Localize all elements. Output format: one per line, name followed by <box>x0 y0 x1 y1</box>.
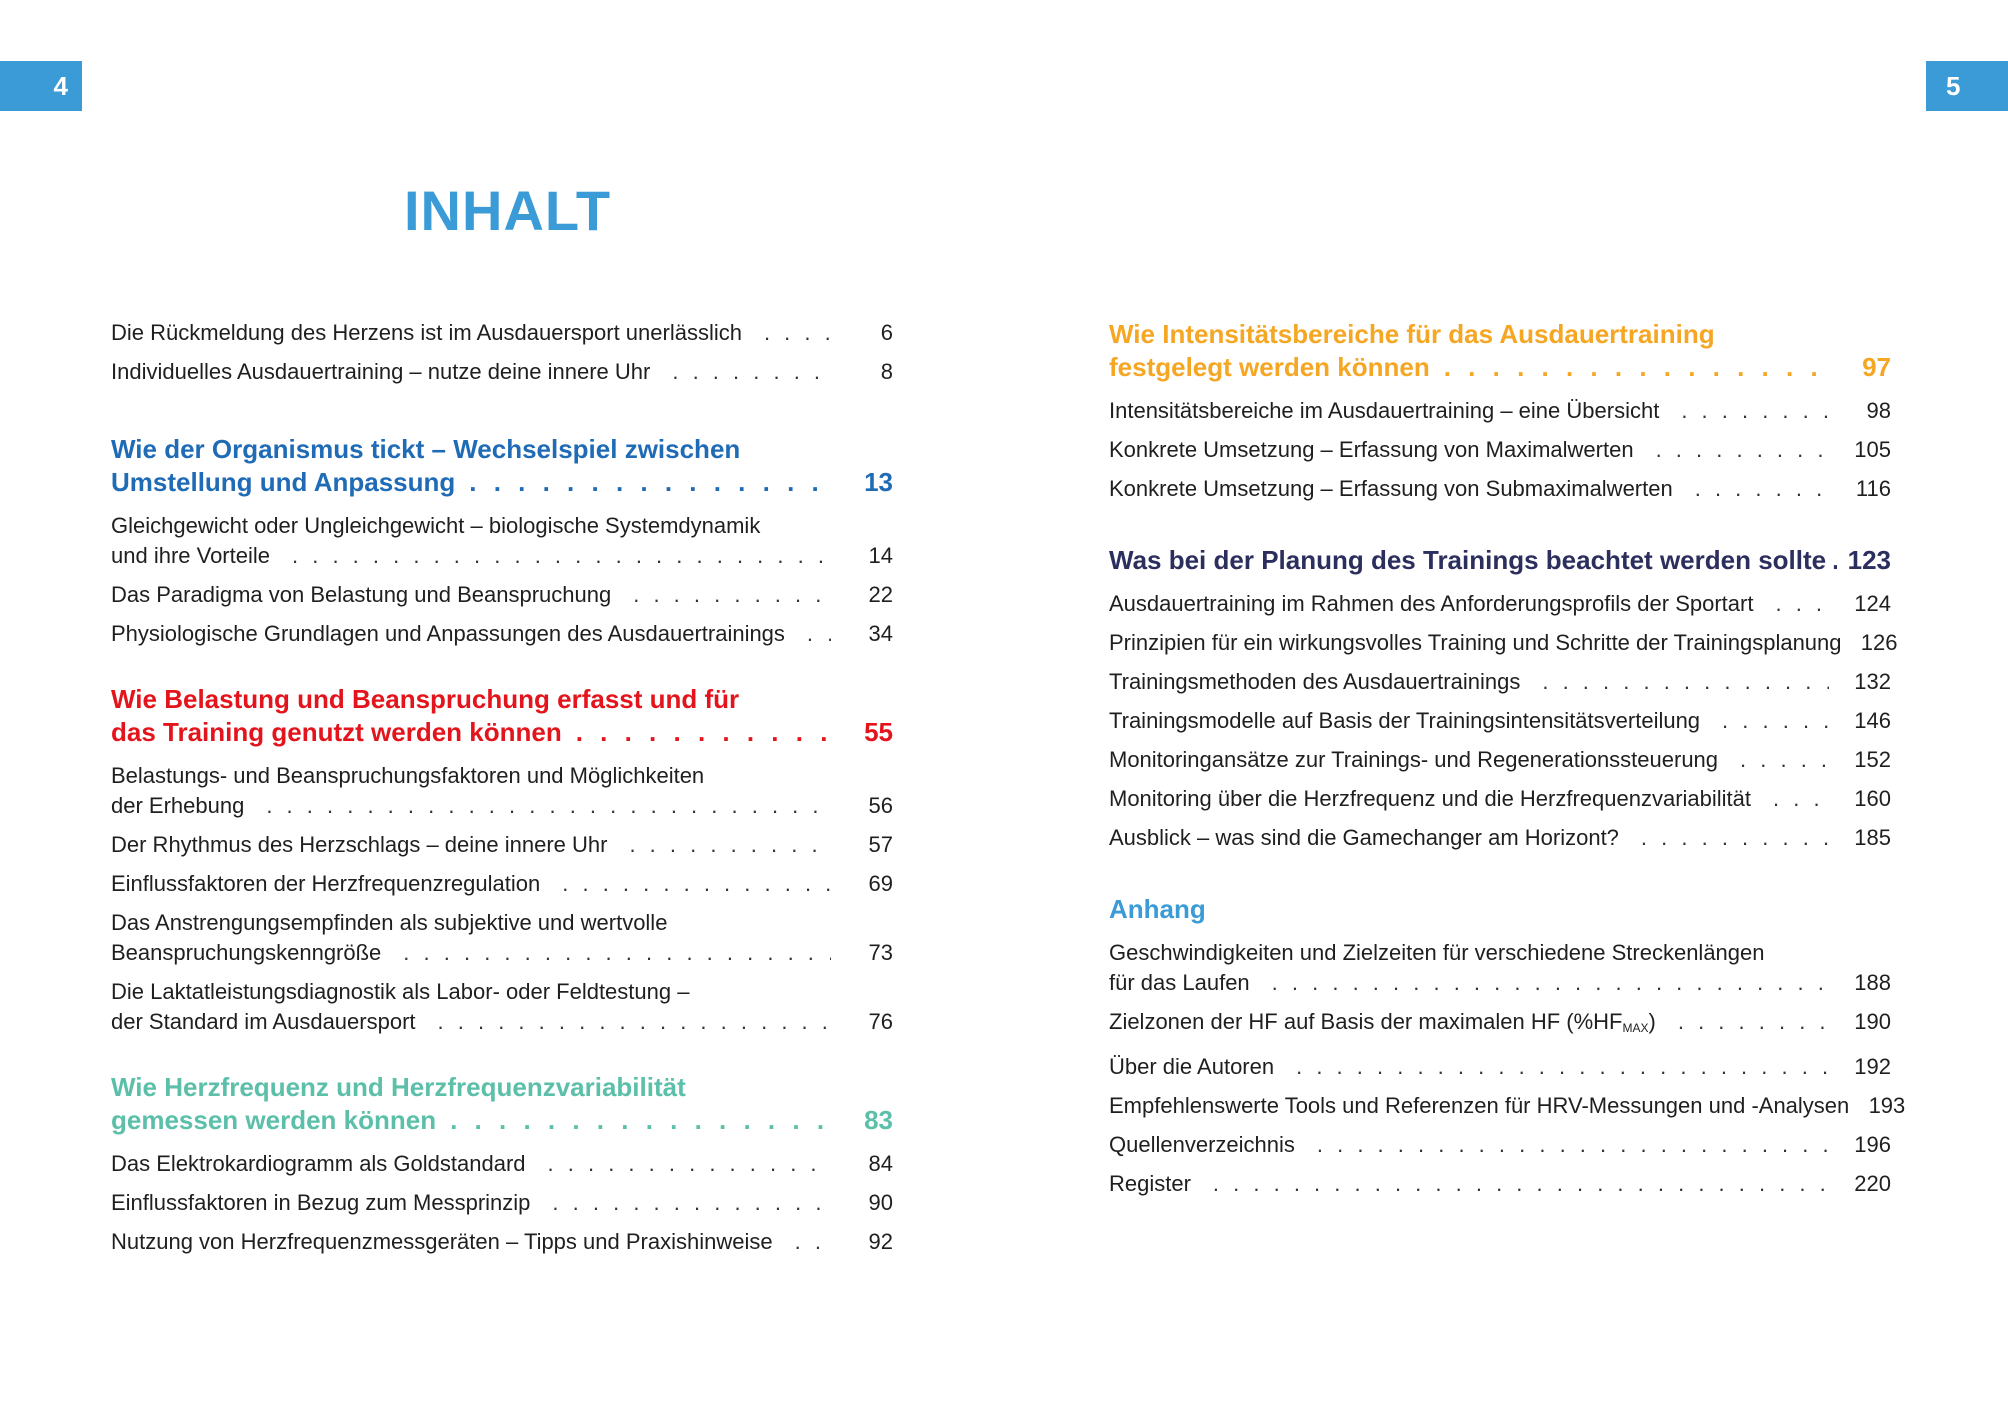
toc-entry[interactable]: Monitoringansätze zur Trainings- und Regenerationssteuerung . . . 152 <box>1109 745 1891 775</box>
toc-entry[interactable]: Quellenverzeichnis . . . 196 <box>1109 1130 1891 1160</box>
toc-entry[interactable]: Das Anstrengungsempfinden als subjektive und wertvolle Beanspruchungskenngröße . . . 73 <box>111 908 893 968</box>
section-heading[interactable]: Anhang <box>1109 894 1206 924</box>
toc-entry[interactable]: Über die Autoren . . . 192 <box>1109 1052 1891 1082</box>
section-heading[interactable]: Wie Intensitätsbereiche für das Ausdauertraining festgelegt werden können . . . 97 <box>1109 318 1891 384</box>
page-number-right: 5 <box>1926 61 2008 111</box>
toc-entry[interactable]: Prinzipien für ein wirkungsvolles Training und Schritte der Trainingsplanung 126 <box>1109 630 1898 655</box>
toc-entry[interactable]: Konkrete Umsetzung – Erfassung von Maximalwerten . . . 105 <box>1109 435 1891 465</box>
toc-right-column <box>1109 318 1906 1233</box>
section-heading[interactable]: Was bei der Planung des Trainings beachtet werden sollte . . . 123 <box>1109 544 1891 577</box>
toc-entry[interactable]: Einflussfaktoren der Herzfrequenzregulation . . . 69 <box>111 869 893 899</box>
toc-entry[interactable]: Gleichgewicht oder Ungleichgewicht – biologische Systemdynamik und ihre Vorteile . . . 14 <box>111 511 893 571</box>
toc-entry[interactable]: Ausdauertraining im Rahmen des Anforderungsprofils der Sportart . . . 124 <box>1109 589 1891 619</box>
toc-entry[interactable]: Trainingsmodelle auf Basis der Trainingsintensitätsverteilung . . . 146 <box>1109 706 1891 736</box>
toc-entry[interactable]: Intensitätsbereiche im Ausdauertraining – eine Übersicht . . . 98 <box>1109 396 1891 426</box>
toc-entry[interactable]: Register . . . 220 <box>1109 1169 1891 1199</box>
toc-entry[interactable]: Geschwindigkeiten und Zielzeiten für verschiedene Streckenlängen für das Laufen . . . 188 <box>1109 938 1891 998</box>
toc-entry[interactable]: Konkrete Umsetzung – Erfassung von Submaximalwerten . . . 116 <box>1109 474 1891 504</box>
toc-entry[interactable]: Das Elektrokardiogramm als Goldstandard . . . 84 <box>111 1149 893 1179</box>
toc-entry[interactable]: Die Rückmeldung des Herzens ist im Ausdauersport unerlässlich . . . 6 <box>111 318 893 348</box>
toc-intro-group <box>111 318 893 387</box>
toc-section-intensitaet <box>1109 318 1891 504</box>
toc-entry[interactable]: Physiologische Grundlagen und Anpassungen des Ausdauertrainings . . . 34 <box>111 619 893 649</box>
section-heading[interactable]: Wie Belastung und Beanspruchung erfasst und für das Training genutzt werden können . . . 55 <box>111 683 893 749</box>
toc-section-herzfrequenz <box>111 1071 893 1257</box>
toc-entry[interactable]: Zielzonen der HF auf Basis der maximalen HF $(\%HF_{MAX})$ . . . 190 <box>1109 1007 1891 1043</box>
toc-section-belastung <box>111 683 893 1037</box>
toc-section-organismus <box>111 433 893 649</box>
toc-entry[interactable]: Nutzung von Herzfrequenzmessgeräten – Tipps und Praxishinweise . . . 92 <box>111 1227 893 1257</box>
toc-entry[interactable]: Trainingsmethoden des Ausdauertrainings . . . 132 <box>1109 667 1891 697</box>
toc-entry[interactable]: Einflussfaktoren in Bezug zum Messprinzip . . . 90 <box>111 1188 893 1218</box>
toc-entry[interactable]: Monitoring über die Herzfrequenz und die Herzfrequenzvariabilität . . . 160 <box>1109 784 1891 814</box>
toc-entry[interactable]: Ausblick – was sind die Gamechanger am Horizont? . . . 185 <box>1109 823 1891 853</box>
toc-section-planung <box>1109 544 1898 853</box>
page-number-left: 4 <box>0 61 82 111</box>
toc-entry[interactable]: Die Laktatleistungsdiagnostik als Labor- oder Feldtestung – der Standard im Ausdauersport . . . 76 <box>111 977 893 1037</box>
page-title: INHALT <box>404 179 612 242</box>
toc-entry[interactable]: Der Rhythmus des Herzschlags – deine innere Uhr . . . 57 <box>111 830 893 860</box>
toc-entry[interactable]: Empfehlenswerte Tools und Referenzen für HRV-Messungen und -Analysen 193 <box>1109 1093 1906 1118</box>
toc-section-anhang <box>1109 893 1906 1199</box>
section-heading[interactable]: Wie Herzfrequenz und Herzfrequenzvariabilität gemessen werden können . . . 83 <box>111 1071 893 1137</box>
toc-left-column <box>111 318 893 1291</box>
toc-entry[interactable]: Belastungs- und Beanspruchungsfaktoren und Möglichkeiten der Erhebung . . . 56 <box>111 761 893 821</box>
toc-entry[interactable]: Individuelles Ausdauertraining – nutze deine innere Uhr . . . 8 <box>111 357 893 387</box>
section-heading[interactable]: Wie der Organismus tickt – Wechselspiel zwischen Umstellung und Anpassung . . . 13 <box>111 433 893 499</box>
toc-entry[interactable]: Das Paradigma von Belastung und Beanspruchung . . . 22 <box>111 580 893 610</box>
